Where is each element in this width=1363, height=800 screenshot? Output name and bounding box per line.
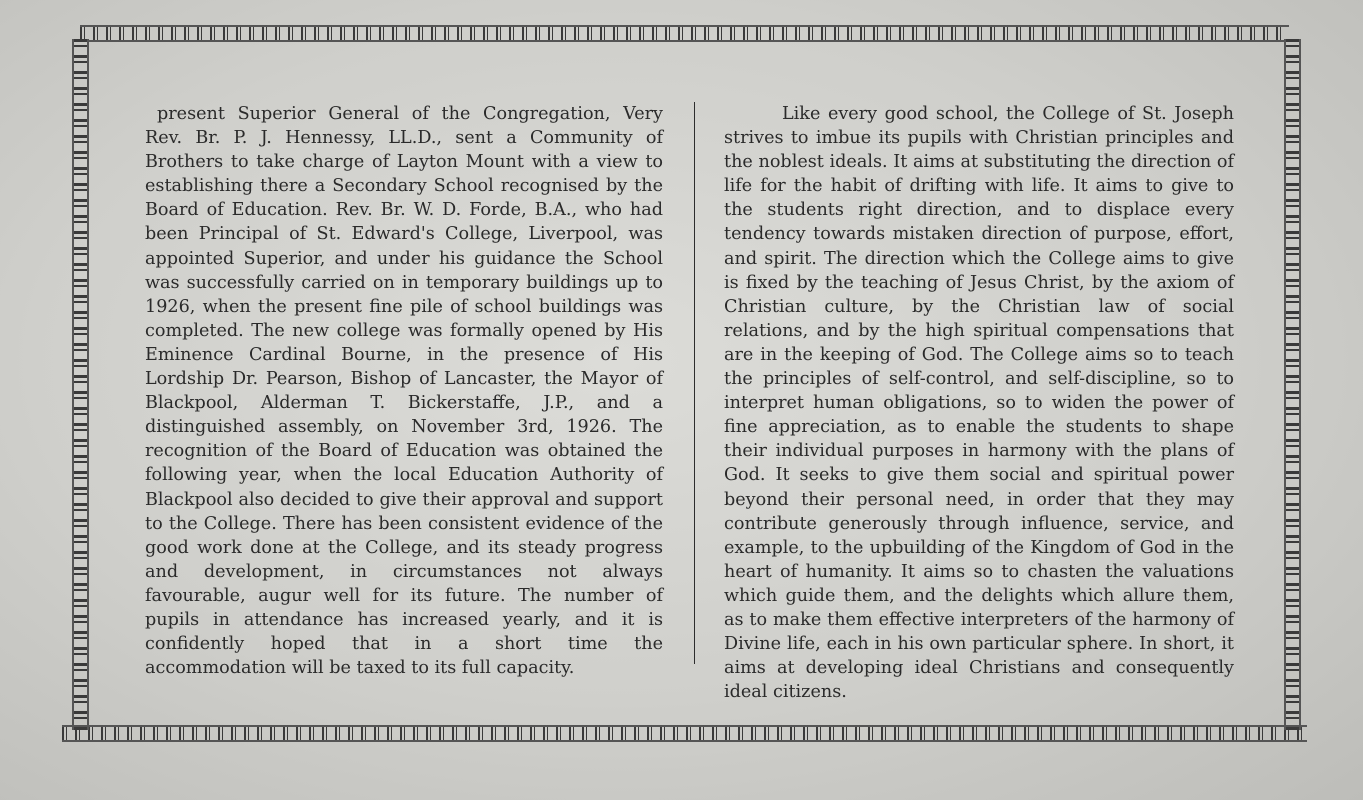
border-bottom (62, 725, 1307, 742)
border-top (80, 25, 1289, 42)
right-paragraph: Like every good school, the College of St. Joseph strives to imbue its pupils with Christian principles and the noblest ideals. It aims at substituting the direction of life for the habit of drifting with life. It aims to give to the students right direction, and to displace every tendency towards mistaken direction of purpose, effort, and spirit. The direction which the College aims to give is fixed by the teaching of Jesus Christ, by the axiom of Christian culture, by the Christian law of social relations, and by the high spiritual compensations that are in the keeping of God. The College aims so to teach the principles of self-control, and self-discipline, so to interpret human obligations, so to widen the power of fine appreciation, as to enable the students to shape their individual purposes in harmony with the plans of God. It seeks to give them social and spiritual power beyond their personal need, in order that they may contribute generously through influence, service, and example, to the upbuilding of the Kingdom of God in the heart of humanity. It aims so to chasten the valuations which guide them, and the delights which allure them, as to make them effective interpreters of the harmony of Divine life, each in his own particular sphere. In short, it aims at developing ideal Christians and consequently ideal citizens. (724, 104, 1234, 703)
left-paragraph: present Superior General of the Congregation, Very Rev. Br. P. J. Hennessy, LL.D., sent a Community of Brothers to take charge of Layton Mount with a view to establishing there a Secondary School recognised by the Board of Education. Rev. Br. W. D. Forde, B.A., who had been Principal of St. Edward's College, Liverpool, was appointed Superior, and under his guidance the School was successfully carried on in temporary buildings up to 1926, when the present fine pile of school buildings was completed. The new college was formally opened by His Eminence Cardinal Bourne, in the presence of His Lordship Dr. Pearson, Bishop of Lancaster, the Mayor of Blackpool, Alderman T. Bickerstaffe, J.P., and a distinguished assembly, on November 3rd, 1926. The recognition of the Board of Education was obtained the following year, when the local Education Authority of Blackpool also decided to give their approval and support to the College. There has been consistent evidence of the good work done at the College, and its steady progress and development, in circumstances not always favourable, augur well for its future. The number of pupils in attendance has increased yearly, and it is confidently hoped that in a short time the accommodation will be taxed to its full capacity. (145, 104, 663, 679)
column-divider (694, 102, 695, 664)
border-left (72, 39, 89, 730)
left-text-column (145, 102, 663, 680)
border-right (1284, 39, 1301, 730)
right-text-column (724, 102, 1234, 704)
